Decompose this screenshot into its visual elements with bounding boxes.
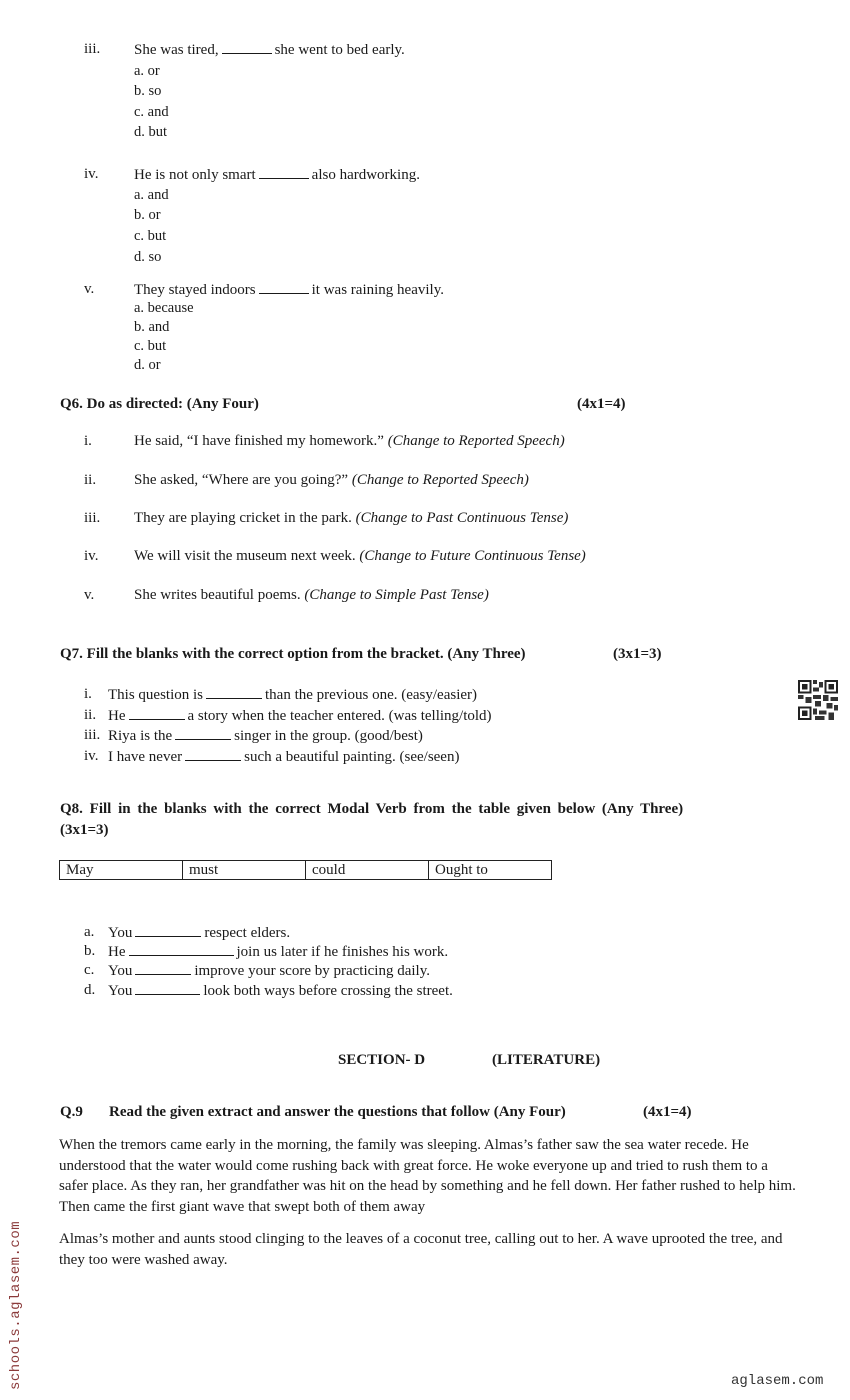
q6-item: We will visit the museum next week. (Change to Future Continuous Tense) <box>134 548 586 564</box>
q6-title: Q6. Do as directed: (Any Four) <box>60 396 259 412</box>
question-text: He is not only smart also hardworking. <box>134 167 420 183</box>
item-number: i. <box>84 686 92 702</box>
item-number: ii. <box>84 707 97 723</box>
q9-title: Read the given extract and answer the questions that follow (Any Four) <box>109 1104 566 1120</box>
extract-paragraph: Almas’s mother and aunts stood clinging to the leaves of a coconut tree, calling out to her. A wave uprooted the tree, and they too were washed away. <box>59 1231 783 1268</box>
item-number: v. <box>84 281 95 297</box>
section-name: SECTION- D <box>338 1052 426 1068</box>
modal-verb-table <box>59 860 552 880</box>
option: b. so <box>134 83 162 99</box>
item-number: iv. <box>84 748 99 764</box>
item-number: i. <box>84 433 92 449</box>
q8-marks: (3x1=3) <box>60 822 109 838</box>
table-cell: Ought to <box>429 861 552 880</box>
side-watermark: schools.aglasem.com <box>8 1220 24 1390</box>
section-subtitle: (LITERATURE) <box>492 1052 601 1068</box>
item-number: b. <box>84 943 96 959</box>
q7-item: This question is than the previous one. (easy/easier) <box>108 687 478 703</box>
answer-blank[interactable] <box>259 166 309 179</box>
q6-item: She asked, “Where are you going?” (Change to Reported Speech) <box>134 472 529 488</box>
table-cell: must <box>183 861 306 880</box>
option: a. because <box>134 300 194 316</box>
answer-blank[interactable] <box>129 707 185 720</box>
item-number: iii. <box>84 727 101 743</box>
q8-item: He join us later if he finishes his work. <box>108 944 449 960</box>
q7-item: Riya is the singer in the group. (good/best) <box>108 728 423 744</box>
q9-marks: (4x1=4) <box>643 1104 692 1120</box>
question-text: She was tired, she went to bed early. <box>134 42 405 58</box>
answer-blank[interactable] <box>135 924 201 937</box>
answer-blank[interactable] <box>222 41 272 54</box>
option: d. but <box>134 124 168 140</box>
item-number: ii. <box>84 472 97 488</box>
q9-number: Q.9 <box>60 1104 83 1120</box>
item-number: iii. <box>84 510 101 526</box>
q8-item: You improve your score by practicing daily. <box>108 963 430 979</box>
q7-title: Q7. Fill the blanks with the correct option from the bracket. (Any Three) <box>60 646 526 662</box>
q8-item: You respect elders. <box>108 925 291 941</box>
answer-blank[interactable] <box>259 281 309 294</box>
option: d. or <box>134 357 161 373</box>
option: c. but <box>134 338 167 354</box>
question-text: They stayed indoors it was raining heavily. <box>134 282 444 298</box>
option: a. or <box>134 63 160 79</box>
q8-item: You look both ways before crossing the street. <box>108 983 453 999</box>
table-cell: May <box>60 861 183 880</box>
footer-watermark: aglasem.com <box>731 1373 824 1389</box>
item-number: a. <box>84 924 95 940</box>
option: c. but <box>134 228 167 244</box>
q6-item: He said, “I have finished my homework.” (Change to Reported Speech) <box>134 433 565 449</box>
option: c. and <box>134 104 169 120</box>
option: b. or <box>134 207 161 223</box>
option: d. so <box>134 249 162 265</box>
answer-blank[interactable] <box>206 686 262 699</box>
q6-item: They are playing cricket in the park. (Change to Past Continuous Tense) <box>134 510 569 526</box>
answer-blank[interactable] <box>175 727 231 740</box>
item-number: iv. <box>84 166 99 182</box>
answer-blank[interactable] <box>135 982 200 995</box>
item-number: d. <box>84 982 96 998</box>
q6-marks: (4x1=4) <box>577 396 626 412</box>
item-number: v. <box>84 587 95 603</box>
item-number: c. <box>84 962 95 978</box>
q6-item: She writes beautiful poems. (Change to Simple Past Tense) <box>134 587 489 603</box>
option: a. and <box>134 187 169 203</box>
option: b. and <box>134 319 170 335</box>
qr-code-icon <box>798 680 838 720</box>
q7-marks: (3x1=3) <box>613 646 662 662</box>
answer-blank[interactable] <box>129 943 234 956</box>
item-number: iii. <box>84 41 101 57</box>
q7-item: I have never such a beautiful painting. (see/seen) <box>108 749 460 765</box>
q8-title: Q8. Fill in the blanks with the correct Modal Verb from the table given below (Any Three) <box>60 801 684 817</box>
answer-blank[interactable] <box>135 962 191 975</box>
extract-paragraph: When the tremors came early in the morning, the family was sleeping. Almas’s father saw the sea water recede. He understood that the water would come rushing back with great force. He woke everyone up and tried to rush them to a safer place. As they ran, her grandfather was hit on the head by something and he fell down. Her father rushed to help him. Then came the first giant wave that swept both of them away <box>59 1137 796 1215</box>
item-number: iv. <box>84 548 99 564</box>
table-cell: could <box>306 861 429 880</box>
answer-blank[interactable] <box>185 748 241 761</box>
q7-item: He a story when the teacher entered. (was telling/told) <box>108 708 492 724</box>
